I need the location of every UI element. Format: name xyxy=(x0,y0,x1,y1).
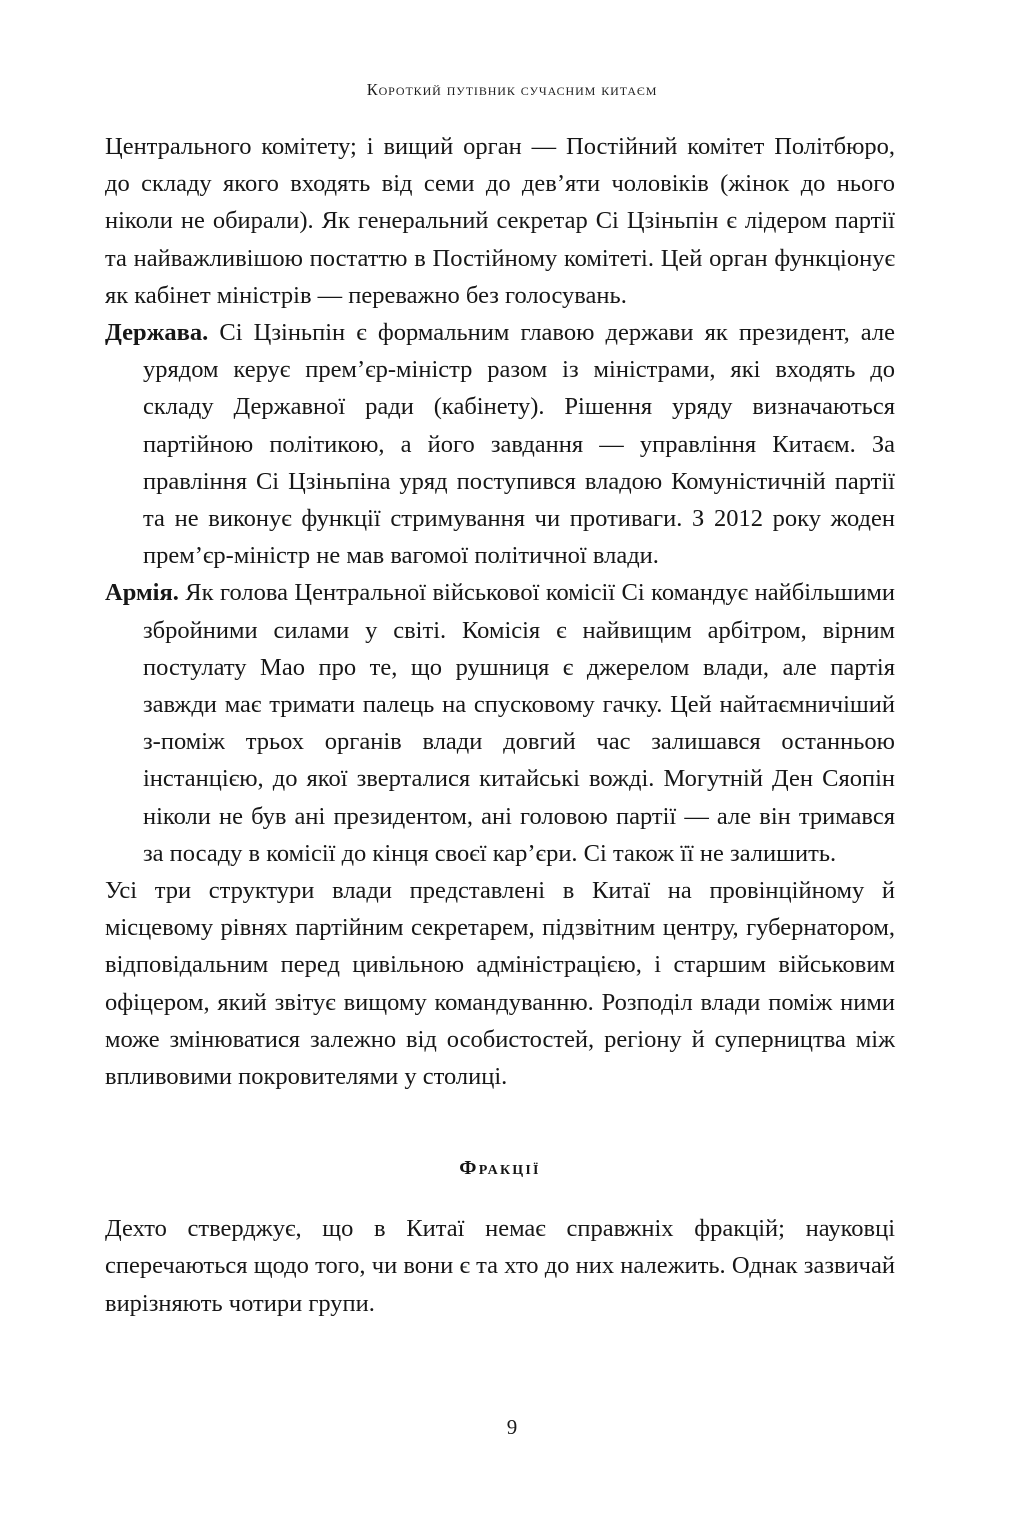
paragraph-factions-intro xyxy=(105,1210,895,1322)
page-number: 9 xyxy=(506,1415,518,1439)
running-head: Короткий путівник сучасним китаєм xyxy=(366,80,658,99)
body-text-column xyxy=(105,128,895,1322)
paragraph-state xyxy=(105,314,895,574)
paragraph-text: Дехто стверджує, що в Китаї немає справжніх фракцій; науковці сперечаються щодо того, чи вони є та хто до них належить. Однак зазвичай вирізняють чотири групи. xyxy=(105,1215,895,1317)
section-heading-factions: Фракції xyxy=(459,1157,541,1180)
paragraph-lead-in: Армія. xyxy=(105,579,179,607)
paragraph-text: Сі Цзіньпін є формальним главою держави як президент, але урядом керує прем’єр-міністр разом із міністрами, які входять до складу Державної ради (кабінету). Рішення уряду визначаються партійною політикою, а його завдання — управління Китаєм. За правління Сі Цзіньпіна уряд поступився владою Комуністичній партії та не виконує функції стримування чи противаги. З 2012 року жоден прем’єр-міністр не мав вагомої політичної влади. xyxy=(143,319,895,570)
paragraph-text: Усі три структури влади представлені в Китаї на провінційному й місцевому рівнях партійним секретарем, підзвітним центру, губернатором, відповідальним перед цивільною адміністрацією, і старшим військовим офіцером, який звітує вищому командуванню. Розподіл влади поміж ними може змінюватися залежно від особистостей, регіону й суперництва між впливовими покровителями у столиці. xyxy=(105,877,895,1091)
paragraph-central-committee xyxy=(105,128,895,314)
paragraph-three-structures xyxy=(105,872,895,1095)
paragraph-text: Центрального комітету; і вищий орган — Постійний комітет Політбюро, до складу якого входять від семи до дев’яти чоловіків (жінок до нього ніколи не обирали). Як генеральний секретар Сі Цзіньпін є лідером партії та найважливішою постаттю в Постійному комітеті. Цей орган функціонує як кабінет міністрів — переважно без голосувань. xyxy=(105,133,895,309)
paragraph-lead-in: Держава. xyxy=(105,319,209,347)
paragraph-text: Як голова Центральної військової комісії Сі командує найбільшими збройними силами у світі. Комісія є найвищим арбітром, вірним постулату Мао про те, що рушниця є джерелом влади, але партія завжди має тримати палець на спусковому гачку. Цей найтаємничіший з-поміж трьох органів влади довгий час залишався останньою інстанцією, до якої зверталися китайські вожді. Могутній Ден Сяопін ніколи не був ані президентом, ані головою партії — але він тримався за посаду в комісії до кінця своєї кар’єри. Сі також її не залишить. xyxy=(143,579,895,867)
paragraph-army xyxy=(105,574,895,872)
